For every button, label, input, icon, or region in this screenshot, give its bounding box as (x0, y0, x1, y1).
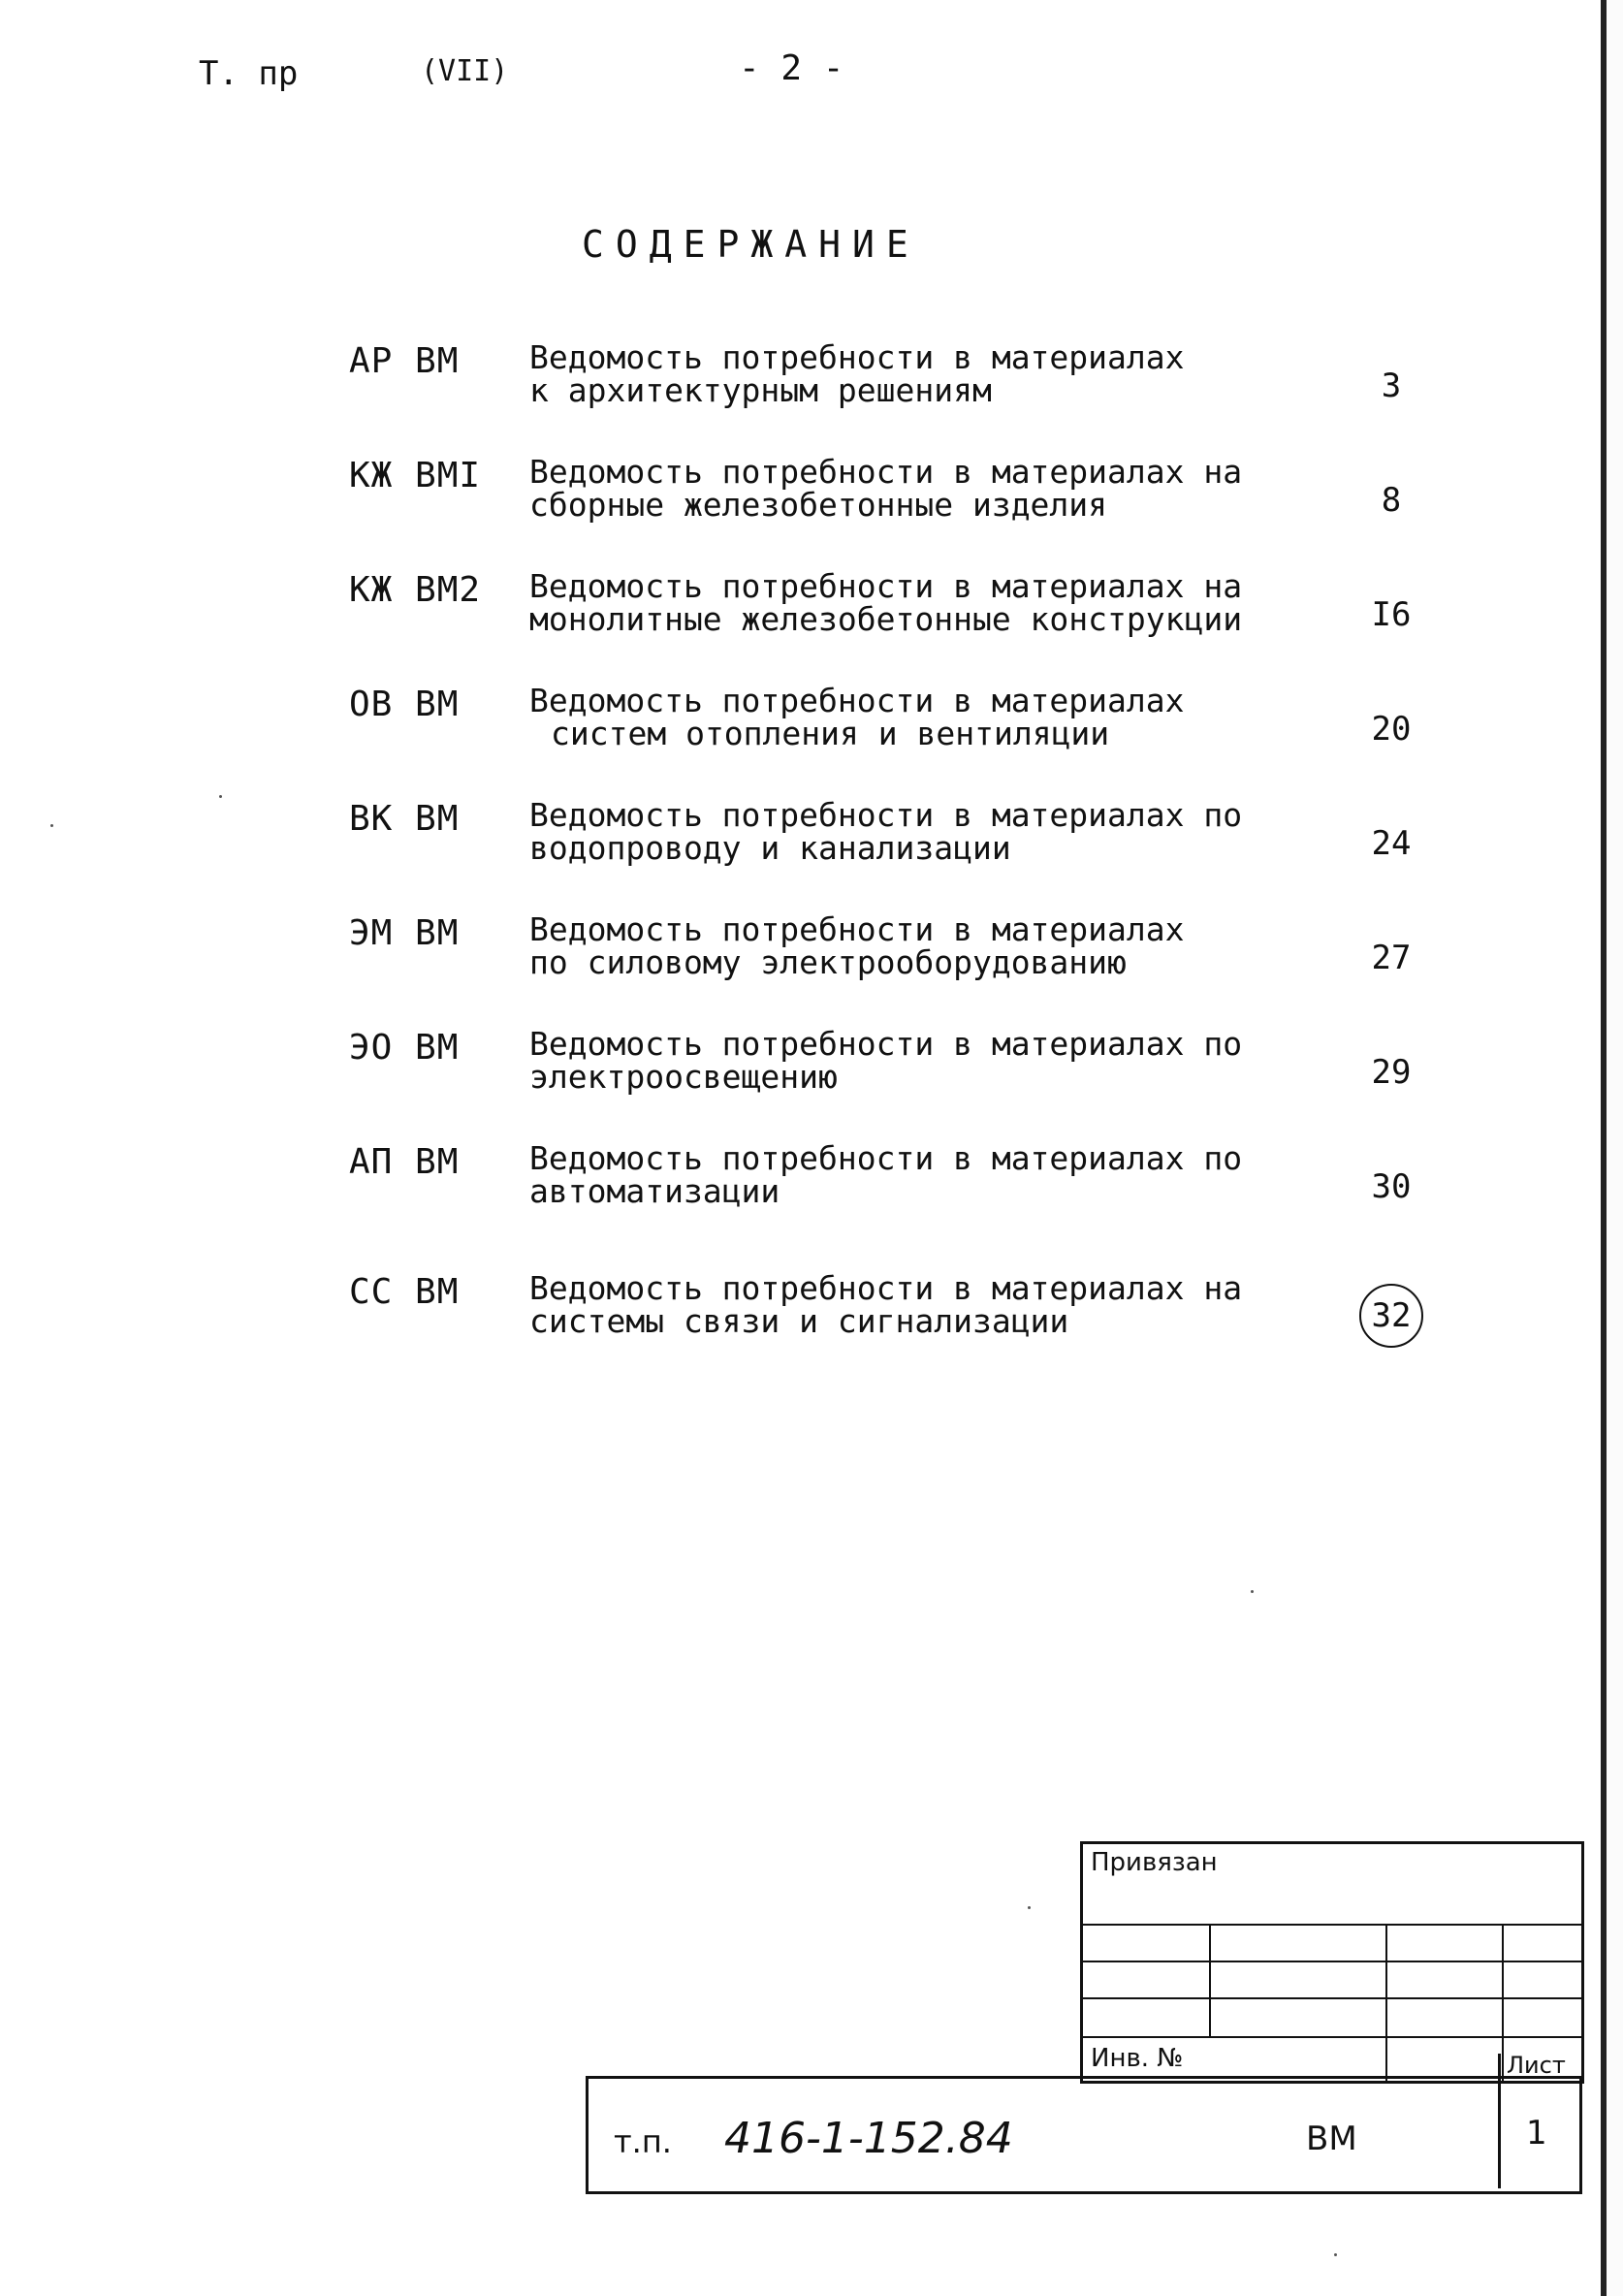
table-of-contents (349, 338, 1435, 1387)
scan-speck (1028, 1906, 1031, 1909)
sheet-number: 1 (1526, 2114, 1547, 2152)
scan-margin (1607, 0, 1623, 2296)
toc-desc-line: Ведомость потребности в материалах по (529, 796, 1243, 834)
toc-description (529, 1269, 1286, 1340)
toc-desc-line: Ведомость потребности в материалах по (529, 1139, 1243, 1177)
toc-page: 24 (1371, 824, 1412, 863)
stamp-divider (1385, 1924, 1387, 2081)
toc-row (349, 567, 1435, 685)
toc-desc-line: Ведомость потребности в материалах (529, 338, 1185, 376)
toc-page-circled: 32 (1359, 1284, 1423, 1348)
toc-row (349, 796, 1435, 913)
toc-page: 27 (1371, 939, 1412, 977)
toc-code: СС ВМ (349, 1272, 460, 1312)
toc-row (349, 1139, 1435, 1257)
toc-desc-line: Ведомость потребности в материалах (529, 910, 1185, 948)
toc-row (349, 1269, 1435, 1387)
header-page-number: - 2 - (739, 48, 844, 88)
toc-page: I6 (1371, 595, 1412, 634)
toc-code: КЖ ВМI (349, 456, 482, 495)
toc-description (529, 796, 1286, 867)
toc-page: 30 (1371, 1167, 1412, 1206)
stamp-bound-label: Привязан (1091, 1848, 1218, 1877)
toc-page: 20 (1371, 710, 1412, 749)
header-left-label: Т. пр (199, 54, 299, 93)
toc-page: 8 (1381, 481, 1402, 520)
toc-desc-line: Ведомость потребности в материалах (529, 682, 1185, 719)
title-block-number: 416-1-152.84 (724, 2114, 1013, 2163)
toc-code: АР ВМ (349, 341, 460, 381)
toc-row (349, 338, 1435, 456)
toc-code: ОВ ВМ (349, 685, 460, 724)
toc-code: АП ВМ (349, 1142, 460, 1182)
toc-desc-line: Ведомость потребности в материалах на (529, 1269, 1243, 1307)
header-roman-mark: (VII) (421, 54, 509, 88)
title-block-code: ВМ (1306, 2120, 1357, 2158)
stamp-divider (1083, 2036, 1581, 2038)
toc-desc-line: к архитектурным решениям (529, 371, 992, 409)
scan-speck (50, 824, 53, 827)
scan-speck (1251, 1590, 1254, 1593)
toc-row (349, 453, 1435, 570)
stamp-inv-label: Инв. № (1091, 2044, 1184, 2073)
toc-row (349, 682, 1435, 799)
toc-desc-line: сборные железобетонные изделия (529, 486, 1108, 524)
stamp-divider (1083, 1997, 1581, 1999)
toc-page: 3 (1381, 367, 1402, 405)
toc-row (349, 910, 1435, 1028)
toc-desc-line: по силовому электрооборудованию (529, 943, 1127, 981)
toc-description (529, 682, 1286, 752)
scan-speck (1334, 2253, 1337, 2256)
sheet-divider (1501, 2081, 1579, 2083)
toc-description (529, 567, 1286, 638)
toc-desc-line: Ведомость потребности в материалах по (529, 1025, 1243, 1063)
toc-description (529, 910, 1286, 981)
stamp-divider (1209, 1924, 1211, 2036)
sheet-label: Лист (1507, 2052, 1566, 2079)
toc-row (349, 1025, 1435, 1142)
toc-description (529, 453, 1286, 524)
toc-description (529, 338, 1286, 409)
toc-page: 29 (1371, 1053, 1412, 1092)
toc-desc-line: автоматизации (529, 1172, 780, 1210)
toc-desc-line: Ведомость потребности в материалах на (529, 567, 1243, 605)
toc-desc-line: электроосвещению (529, 1058, 838, 1096)
toc-desc-line: Ведомость потребности в материалах на (529, 453, 1243, 491)
page-title: СОДЕРЖАНИЕ (582, 223, 920, 266)
toc-code: ЭМ ВМ (349, 913, 460, 953)
stamp-divider (1083, 1961, 1581, 1962)
toc-code: ВК ВМ (349, 799, 460, 839)
scan-speck (219, 795, 222, 798)
approval-stamp (1080, 1841, 1584, 2084)
toc-description (529, 1025, 1286, 1096)
toc-code: КЖ ВМ2 (349, 570, 482, 610)
sheet-number-box (1498, 2054, 1579, 2188)
title-block-prefix: т.п. (614, 2123, 672, 2160)
toc-desc-line: системы связи и сигнализации (529, 1302, 1069, 1340)
stamp-divider (1083, 1924, 1581, 1926)
toc-description (529, 1139, 1286, 1210)
toc-desc-line: систем отопления и вентиляции (551, 715, 1110, 752)
toc-desc-line: водопроводу и канализации (529, 829, 1011, 867)
toc-code: ЭО ВМ (349, 1028, 460, 1068)
toc-desc-line: монолитные железобетонные конструкции (529, 600, 1243, 638)
